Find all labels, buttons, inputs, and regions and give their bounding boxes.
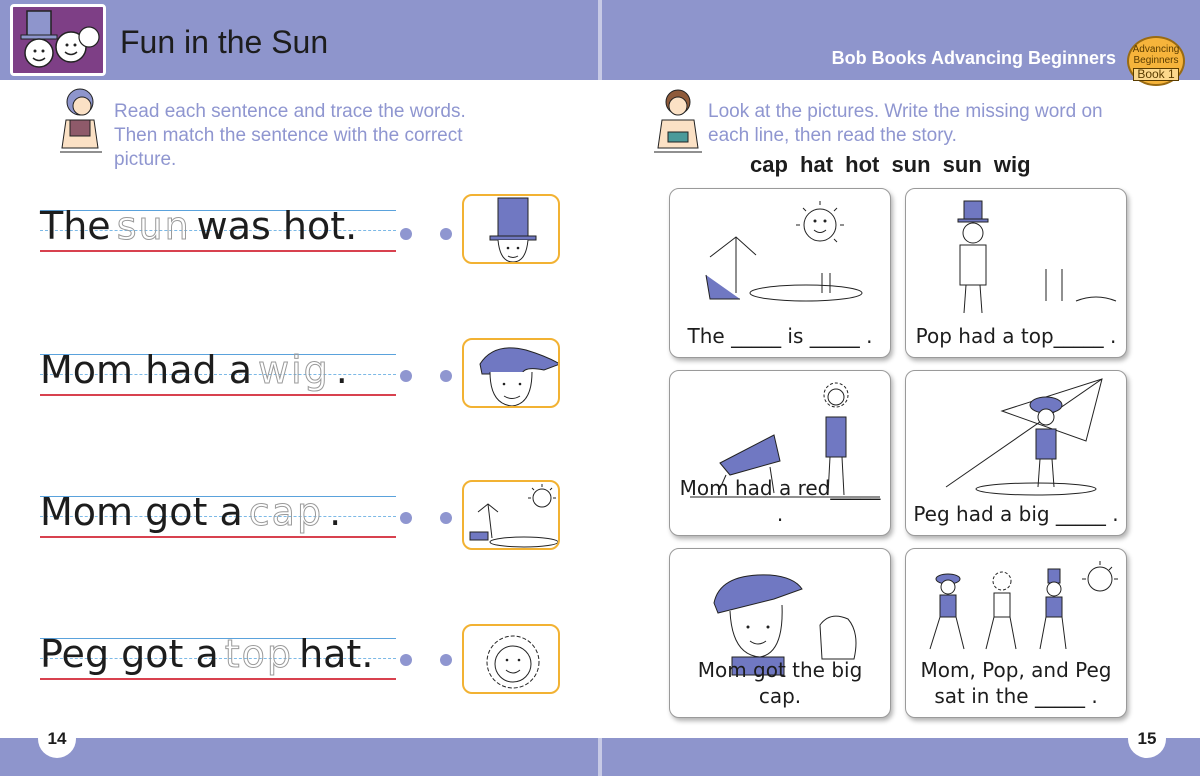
sentence-text: Mom had a — [40, 348, 252, 392]
match-dot[interactable] — [440, 654, 452, 666]
sentence-row — [40, 482, 396, 542]
book-spine — [598, 0, 602, 776]
story-panel — [669, 548, 891, 718]
trace-word[interactable]: wig — [258, 348, 330, 392]
right-instructions — [708, 100, 1178, 148]
panel-caption: Peg had a big _____ . — [913, 502, 1119, 526]
panel-caption-line-2: sat in the _____ . — [934, 684, 1098, 708]
panel-caption-line-1: Mom, Pop, and Peg — [920, 658, 1112, 682]
bob-books-logo — [10, 4, 106, 76]
left-instruction-line-2: Then match the sentence with the correct — [114, 125, 463, 146]
trace-word[interactable]: cap — [248, 490, 324, 534]
sentence-row — [40, 340, 396, 400]
match-dot[interactable] — [440, 512, 452, 524]
picture-top-hat[interactable] — [462, 194, 560, 264]
series-title: Bob Books Advancing Beginners — [831, 48, 1116, 68]
right-instruction-line-1: Look at the pictures. Write the missing word on — [708, 101, 1103, 122]
boy-kneeling-icon — [650, 86, 706, 160]
match-dot[interactable] — [440, 370, 452, 382]
match-dot[interactable] — [400, 228, 412, 240]
picture-curly-hair[interactable] — [462, 624, 560, 694]
pop-top-hat-illustration — [906, 189, 1127, 319]
sentence-text: Mom got a — [40, 490, 243, 534]
sentence-text: was hot. — [196, 204, 358, 248]
girl-kneeling-icon — [54, 86, 110, 160]
left-instruction-line-3: picture. — [114, 149, 177, 170]
level-badge — [1127, 36, 1185, 86]
sentence-row — [40, 624, 396, 684]
badge-line-1: Advancing — [1132, 44, 1180, 55]
word-bank: cap hat hot sun sun wig — [750, 152, 1031, 177]
story-panel — [905, 370, 1127, 536]
picture-pool-sun[interactable] — [462, 480, 560, 550]
story-panel — [669, 370, 891, 536]
badge-book: Book 1 — [1133, 68, 1178, 81]
match-dot[interactable] — [400, 654, 412, 666]
match-dot[interactable] — [440, 228, 452, 240]
pool-scene-illustration — [670, 189, 891, 319]
match-dot[interactable] — [400, 370, 412, 382]
page-number-right: 15 — [1128, 720, 1166, 758]
picture-big-cap[interactable] — [462, 338, 560, 408]
sentence-row — [40, 196, 396, 256]
trace-word[interactable]: top — [224, 632, 294, 676]
left-instructions — [114, 100, 554, 172]
match-dot[interactable] — [400, 512, 412, 524]
panel-caption: Mom got the big cap. — [697, 658, 863, 708]
badge-line-2: Beginners — [1133, 55, 1179, 66]
story-panel — [905, 188, 1127, 358]
panel-caption: Mom had a red_____ . — [679, 476, 881, 526]
right-instruction-line-2: each line, then read the story. — [708, 125, 957, 146]
panel-caption — [910, 657, 1122, 709]
page-number-left: 14 — [38, 720, 76, 758]
sentence-text: hat. — [299, 632, 374, 676]
page-title: Fun in the Sun — [120, 24, 329, 60]
panel-caption: The _____ is _____ . — [687, 324, 873, 348]
sentence-text: Peg got a — [40, 632, 219, 676]
sentence-text: . — [335, 348, 348, 392]
peg-umbrella-illustration — [906, 371, 1127, 501]
story-panel — [905, 548, 1127, 718]
story-panel — [669, 188, 891, 358]
sentence-text: The — [40, 204, 111, 248]
trace-word[interactable]: sun — [116, 204, 191, 248]
panel-caption: Pop had a top_____ . — [915, 324, 1117, 348]
left-instruction-line-1: Read each sentence and trace the words. — [114, 101, 466, 122]
sentence-text: . — [329, 490, 342, 534]
